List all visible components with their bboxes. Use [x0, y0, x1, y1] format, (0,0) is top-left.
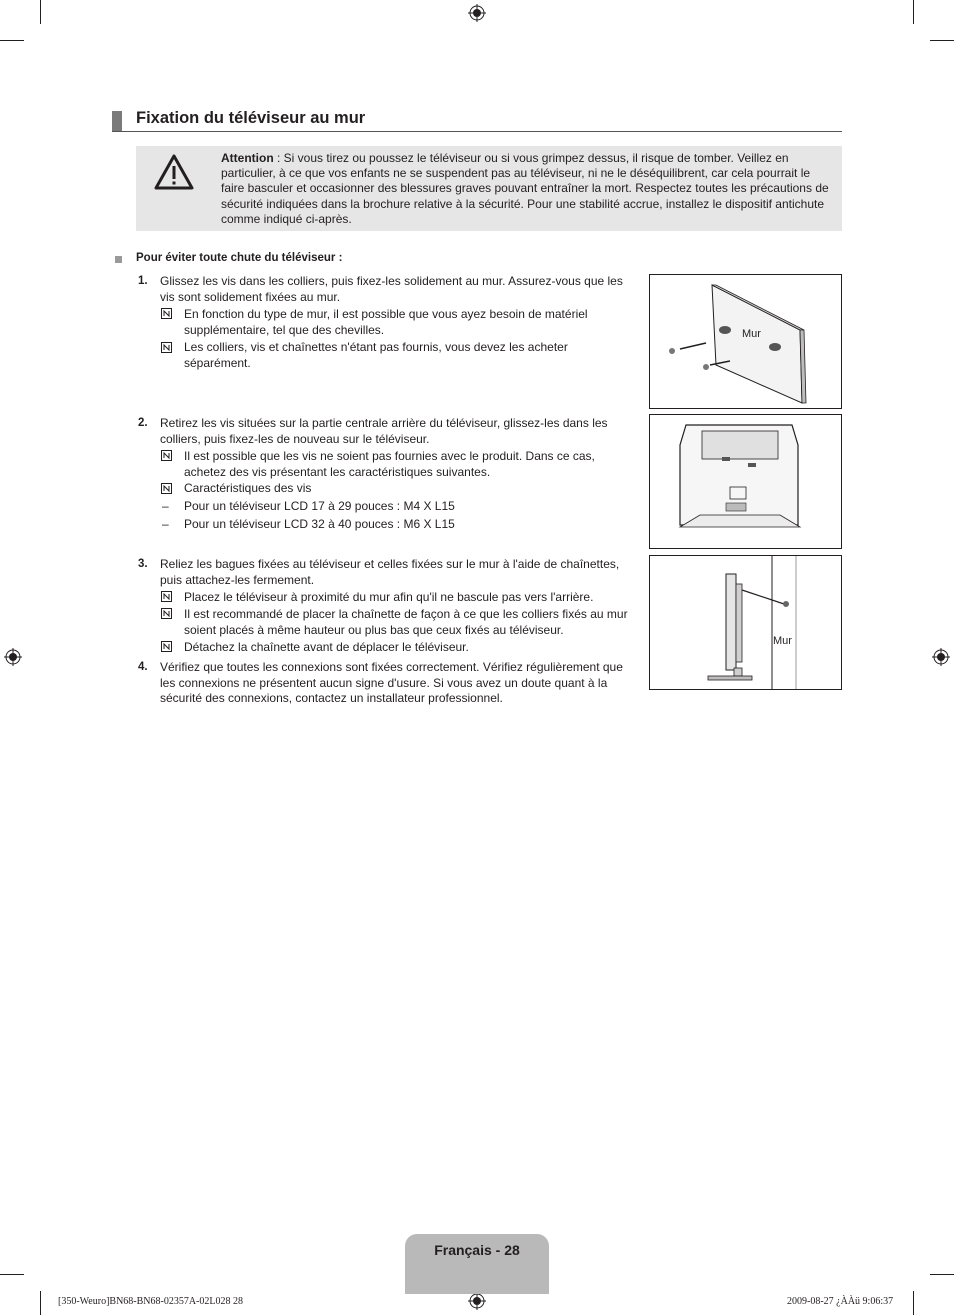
figure-label: Mur — [742, 328, 761, 340]
note-icon — [161, 641, 172, 652]
subheading: Pour éviter toute chute du téléviseur : — [136, 252, 343, 264]
crop-mark — [913, 0, 914, 24]
step-number: 4. — [138, 661, 148, 673]
page-number: Français - 28 — [434, 1242, 520, 1258]
note-icon — [161, 450, 172, 461]
note-icon — [161, 608, 172, 619]
section-marker — [112, 111, 122, 131]
crop-mark — [40, 0, 41, 24]
spec-item: Pour un téléviseur LCD 32 à 40 pouces : M6 X L15 — [184, 517, 455, 531]
registration-mark-icon — [468, 1292, 486, 1310]
wall-illustration — [650, 275, 841, 408]
crop-mark — [930, 40, 954, 41]
tv-back-illustration — [650, 415, 841, 548]
step-text: Glissez les vis dans les colliers, puis fixez-les solidement au mur. Assurez-vous que les vis sont solidement fixées au mur. — [160, 274, 623, 304]
crop-mark — [930, 1274, 954, 1275]
crop-mark — [0, 1274, 24, 1275]
note-icon — [161, 308, 172, 319]
note-icon — [161, 591, 172, 602]
page-title: Fixation du téléviseur au mur — [136, 109, 366, 127]
footer-right: 2009-08-27 ¿ÀÀü 9:06:37 — [787, 1296, 894, 1307]
registration-mark-icon — [468, 4, 486, 22]
note-icon — [161, 483, 172, 494]
footer-left: [350-Weuro]BN68-BN68-02357A-02L028 28 — [58, 1296, 243, 1307]
crop-mark — [0, 40, 24, 41]
spec-item: Pour un téléviseur LCD 17 à 29 pouces : M4 X L15 — [184, 499, 455, 513]
note-text: Caractéristiques des vis — [184, 481, 312, 495]
step-text: Retirez les vis situées sur la partie centrale arrière du téléviseur, glissez-les dans les colliers, puis fixez-les de nouveau sur le téléviseur. — [160, 416, 608, 446]
note-text: Détachez la chaînette avant de déplacer le téléviseur. — [184, 640, 469, 654]
bullet-square — [115, 256, 122, 263]
side-view-illustration — [650, 556, 841, 689]
attention-label: Attention — [221, 151, 274, 165]
crop-mark — [40, 1291, 41, 1315]
step-number: 2. — [138, 417, 148, 429]
registration-mark-icon — [932, 648, 950, 666]
figure-label: Mur — [773, 635, 792, 647]
attention-body: : Si vous tirez ou poussez le téléviseur ou si vous grimpez dessus, il risque de tomber. Veillez en particulier, à ce que vos enfants ne se suspendent pas au téléviseur, ni ne le déséquilibrent, car cela pourrait le faire basculer et occasionner des blessures graves pouvant entraîner la mort. Respectez toutes les précautions de sécurité indiquées dans la brochure relative à la sécurité. Pour une stabilité accrue, installez le dispositif antichute comme indiqué ci-après. — [221, 151, 829, 226]
figure-side-view — [649, 555, 842, 690]
step-text: Reliez les bagues fixées au téléviseur et celles fixées sur le mur à l'aide de chaînettes, puis attachez-les fermement. — [160, 557, 620, 587]
title-rule — [112, 131, 842, 132]
note-icon — [161, 342, 172, 353]
note-text: Placez le téléviseur à proximité du mur afin qu'il ne bascule pas vers l'arrière. — [184, 590, 594, 604]
registration-mark-icon — [4, 648, 22, 666]
step-text: Vérifiez que toutes les connexions sont fixées correctement. Vérifiez régulièrement que les connexions ne présentent aucun signe d'usure. Si vous avez un doute quant à la sécurité des connexions, contactez un installateur professionnel. — [160, 660, 623, 705]
warning-triangle-icon — [154, 154, 194, 190]
note-text: En fonction du type de mur, il est possible que vous ayez besoin de matériel supplémentaire, tel que des chevilles. — [184, 307, 588, 337]
figure-tv-back — [649, 414, 842, 549]
figure-wall-brackets — [649, 274, 842, 409]
note-text: Il est recommandé de placer la chaînette de façon à ce que les colliers fixés au mur soient placés à même hauteur ou plus bas que ceux fixés au téléviseur. — [184, 607, 628, 637]
crop-mark — [913, 1291, 914, 1315]
dash-bullet: – — [162, 517, 169, 531]
note-text: Les colliers, vis et chaînettes n'étant pas fournis, vous devez les acheter séparément. — [184, 340, 568, 370]
step-number: 3. — [138, 558, 148, 570]
note-text: Il est possible que les vis ne soient pas fournies avec le produit. Dans ce cas, achetez des vis présentant les caractéristiques suivantes. — [184, 449, 595, 479]
step-number: 1. — [138, 275, 148, 287]
attention-text — [221, 151, 831, 227]
dash-bullet: – — [162, 499, 169, 513]
